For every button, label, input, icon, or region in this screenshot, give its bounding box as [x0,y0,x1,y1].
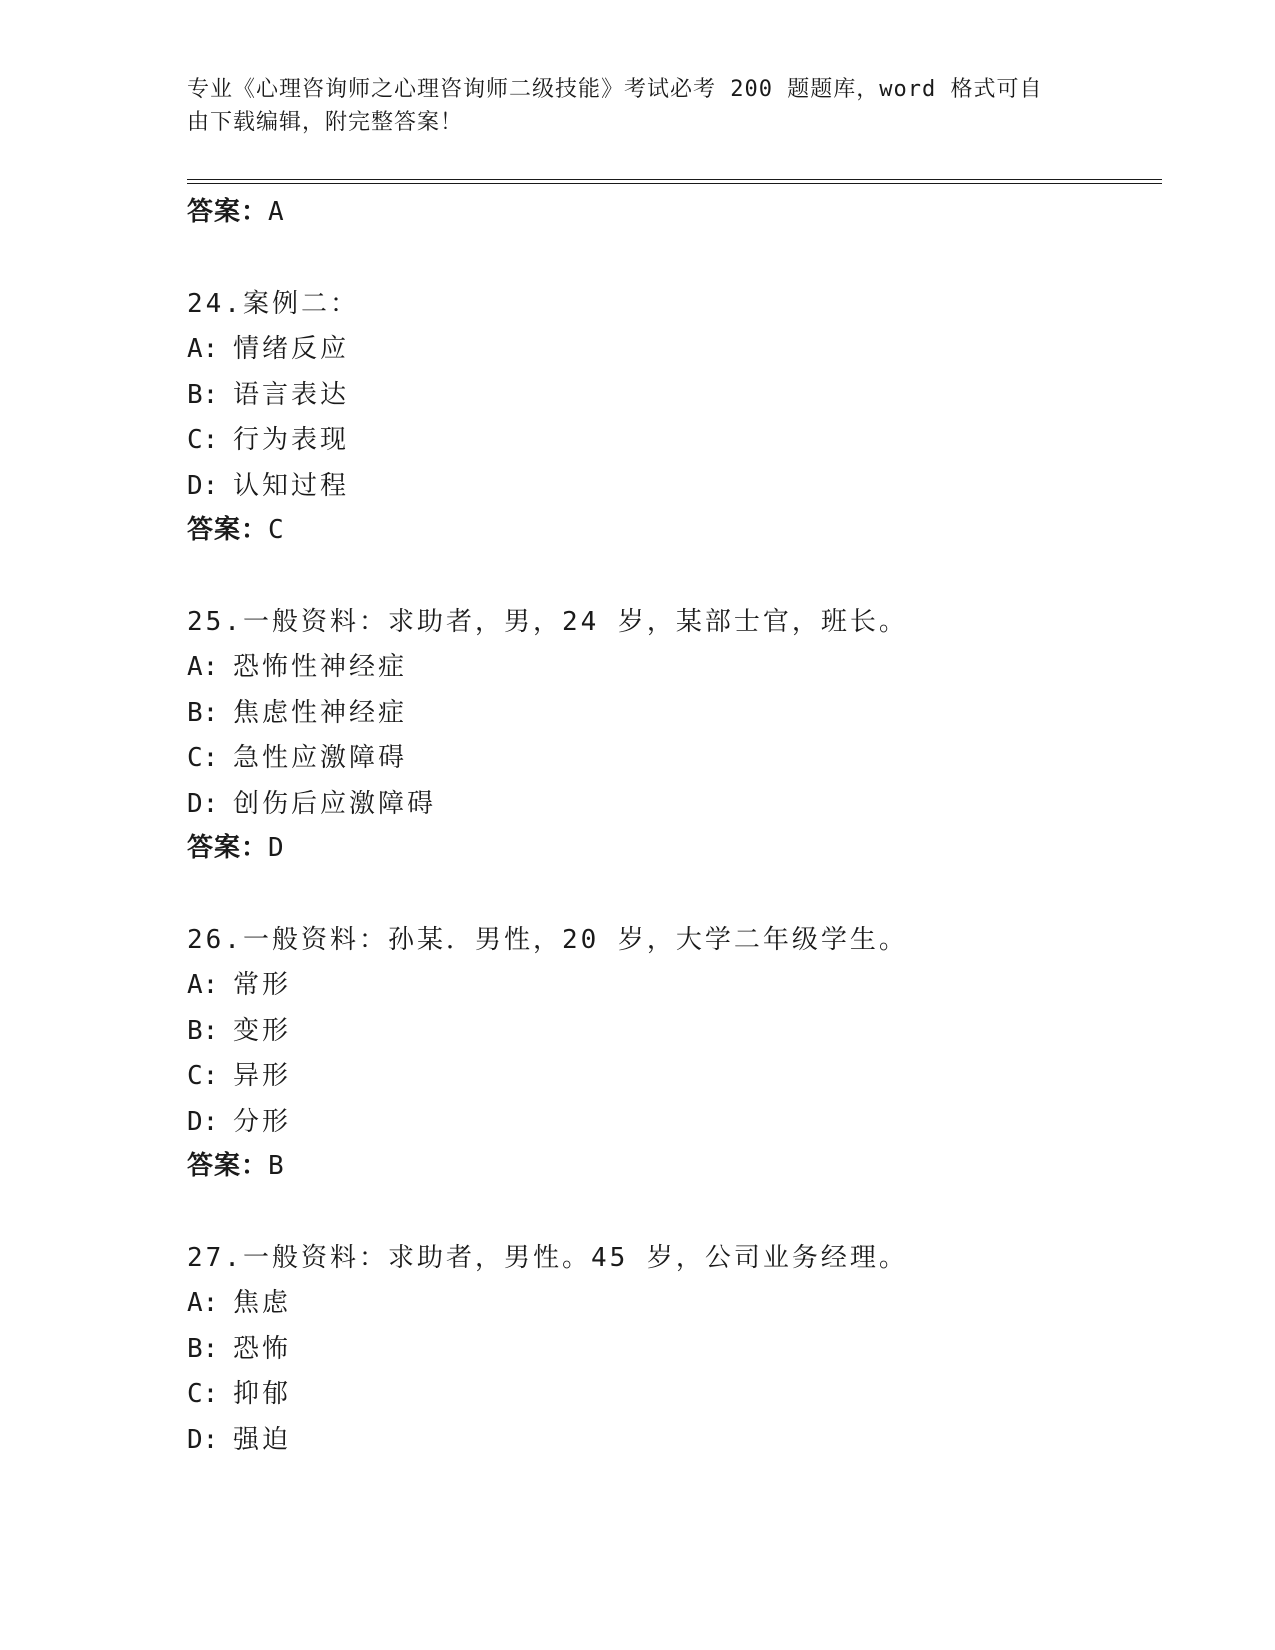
option-letter: B: [187,697,219,728]
document-header [187,73,1067,139]
option-text: 抑郁 [233,1379,292,1409]
question-block [187,1235,1147,1463]
answer-label: 答案： [187,515,269,545]
option-a [187,327,1147,373]
header-divider-bottom [187,183,1162,184]
question-block [187,917,1147,1187]
answer-line [187,1145,1147,1187]
option-letter: D: [187,1106,219,1137]
option-c [187,1054,1147,1100]
option-text: 焦虑 [233,1288,292,1318]
option-letter: D: [187,470,219,501]
header-line-2: 由下载编辑，附完整答案！ [187,110,464,135]
header-line-1: 专业《心理咨询师之心理咨询师二级技能》考试必考 200 题题库，word 格式可自 [187,77,1043,102]
option-d [187,782,1147,828]
option-letter: B: [187,379,219,410]
option-d [187,1418,1147,1464]
option-text: 恐怖 [233,1333,292,1364]
option-letter: C: [187,1061,219,1091]
spacer [187,1187,1147,1235]
option-b [187,1009,1147,1055]
answer-value: A [268,197,285,227]
answer-value: B [268,1151,285,1181]
option-text: 变形 [233,1015,292,1046]
option-text: 常形 [233,970,292,1000]
option-b [187,1327,1147,1373]
spacer [187,869,1147,917]
option-letter: A: [187,1288,219,1318]
option-text: 分形 [233,1106,292,1137]
question-block [187,599,1147,869]
option-text: 认知过程 [233,470,350,501]
question-list [187,191,1147,1463]
option-letter: A: [187,970,219,1000]
option-text: 急性应激障碍 [233,743,408,773]
spacer [187,233,1147,281]
option-text: 语言表达 [233,379,350,410]
option-letter: C: [187,1379,219,1409]
option-text: 强迫 [233,1424,292,1455]
question-block [187,281,1147,551]
answer-line [187,509,1147,551]
option-b [187,373,1147,419]
option-letter: B: [187,1015,219,1046]
option-a [187,1281,1147,1327]
question-text: 24.案例二： [187,289,359,319]
option-letter: A: [187,334,219,364]
option-a [187,963,1147,1009]
option-c [187,736,1147,782]
header-divider-top [187,179,1162,180]
question-text: 25.一般资料：求助者，男，24 岁，某部士官，班长。 [187,607,908,637]
option-text: 行为表现 [233,425,350,455]
option-b [187,691,1147,737]
question-text: 26.一般资料：孙某．男性，20 岁，大学二年级学生。 [187,925,908,955]
option-a [187,645,1147,691]
option-d [187,464,1147,510]
option-c [187,418,1147,464]
option-text: 创伤后应激障碍 [233,788,437,819]
option-text: 异形 [233,1061,292,1091]
spacer [187,551,1147,599]
option-letter: D: [187,788,219,819]
option-c [187,1372,1147,1418]
answer-label: 答案： [187,1151,269,1181]
answer-label: 答案： [187,197,269,227]
option-letter: B: [187,1333,219,1364]
option-d [187,1100,1147,1146]
option-letter: D: [187,1424,219,1455]
answer-value: D [268,833,285,863]
answer-line [187,191,1147,233]
option-text: 焦虑性神经症 [233,697,408,728]
question-text: 27.一般资料：求助者，男性。45 岁，公司业务经理。 [187,1243,908,1273]
option-letter: A: [187,652,219,682]
answer-label: 答案： [187,833,269,863]
option-letter: C: [187,425,219,455]
answer-line [187,827,1147,869]
option-text: 情绪反应 [233,334,350,364]
answer-value: C [268,515,285,545]
option-letter: C: [187,743,219,773]
option-text: 恐怖性神经症 [233,652,408,682]
